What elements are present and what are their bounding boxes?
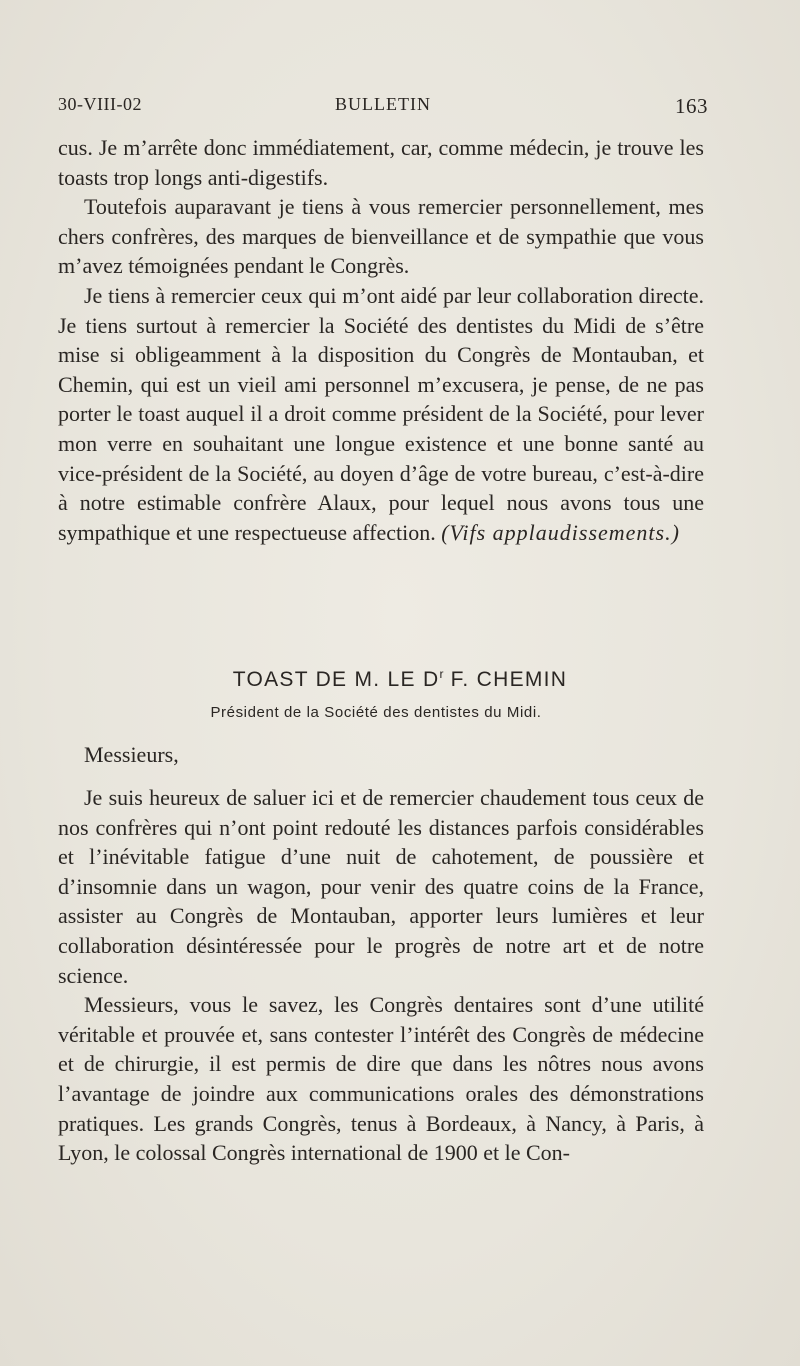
paragraph: [58, 281, 704, 547]
header-date: 30-VIII-02: [58, 94, 142, 114]
toast-speech: [58, 783, 704, 1168]
running-header: [58, 94, 708, 122]
section-title: [0, 667, 800, 692]
section-subtitle: Président de la Société des dentistes du Midi.: [210, 704, 542, 721]
speech-conclusion: [58, 133, 704, 547]
title-superscript: r: [439, 667, 444, 681]
title-suffix: F. CHEMIN: [443, 668, 568, 691]
header-title: BULLETIN: [335, 94, 431, 114]
page-number: 163: [675, 94, 708, 118]
paragraph: cus. Je m’arrête donc immédiatement, car, comme médecin, je trouve les toasts trop longs anti-digestifs.: [58, 135, 704, 190]
title-prefix: TOAST DE M. LE D: [232, 668, 440, 691]
applause-note: (Vifs applaudissements.): [441, 519, 680, 545]
paragraph-text: Je tiens à remercier ceux qui m’ont aidé par leur collaboration directe. Je tiens surtout à remercier la Société des dentistes du Midi de s’être mise si obligeamment à la disposition du Congrès de Montauban, et Chemin, qui est un vieil ami personnel m’excusera, je pense, de ne pas porter le toast auquel il a droit comme président de la Société, pour lever mon verre en souhaitant une longue existence et une bonne santé au vice-président de la Société, au doyen d’âge de votre bureau, c’est-à-dire à notre estimable confrère Alaux, pour lequel nous avons tous une sympathique et une respectueuse affection.: [58, 282, 704, 545]
paragraph: Je suis heureux de saluer ici et de remercier chaudement tous ceux de nos confrères qui n’ont point redouté les distances parfois considérables et l’inévitable fatigue d’une nuit de cahotement, de poussière et d’insomnie dans un wagon, pour venir des quatre coins de la France, assister au Congrès de Montauban, apporter leurs lumières et leur collaboration désintéressée pour le progrès de notre art et de notre science.: [58, 785, 704, 988]
paragraph: Messieurs, vous le savez, les Congrès dentaires sont d’une utilité véritable et prouvée et, sans contester l’intérêt des Congrès de médecine et de chirurgie, il est permis de dire que dans les nôtres nous avons l’avantage de joindre aux communications orales des démonstrations pratiques. Les grands Congrès, tenus à Bordeaux, à Nancy, à Paris, à Lyon, le colossal Congrès international de 1900 et le Con-: [58, 992, 704, 1166]
paragraph: Toutefois auparavant je tiens à vous remercier personnellement, mes chers confrères, des marques de bienveillance et de sympathie que vous m’avez témoignées pendant le Congrès.: [58, 194, 704, 279]
salutation: Messieurs,: [84, 742, 179, 767]
